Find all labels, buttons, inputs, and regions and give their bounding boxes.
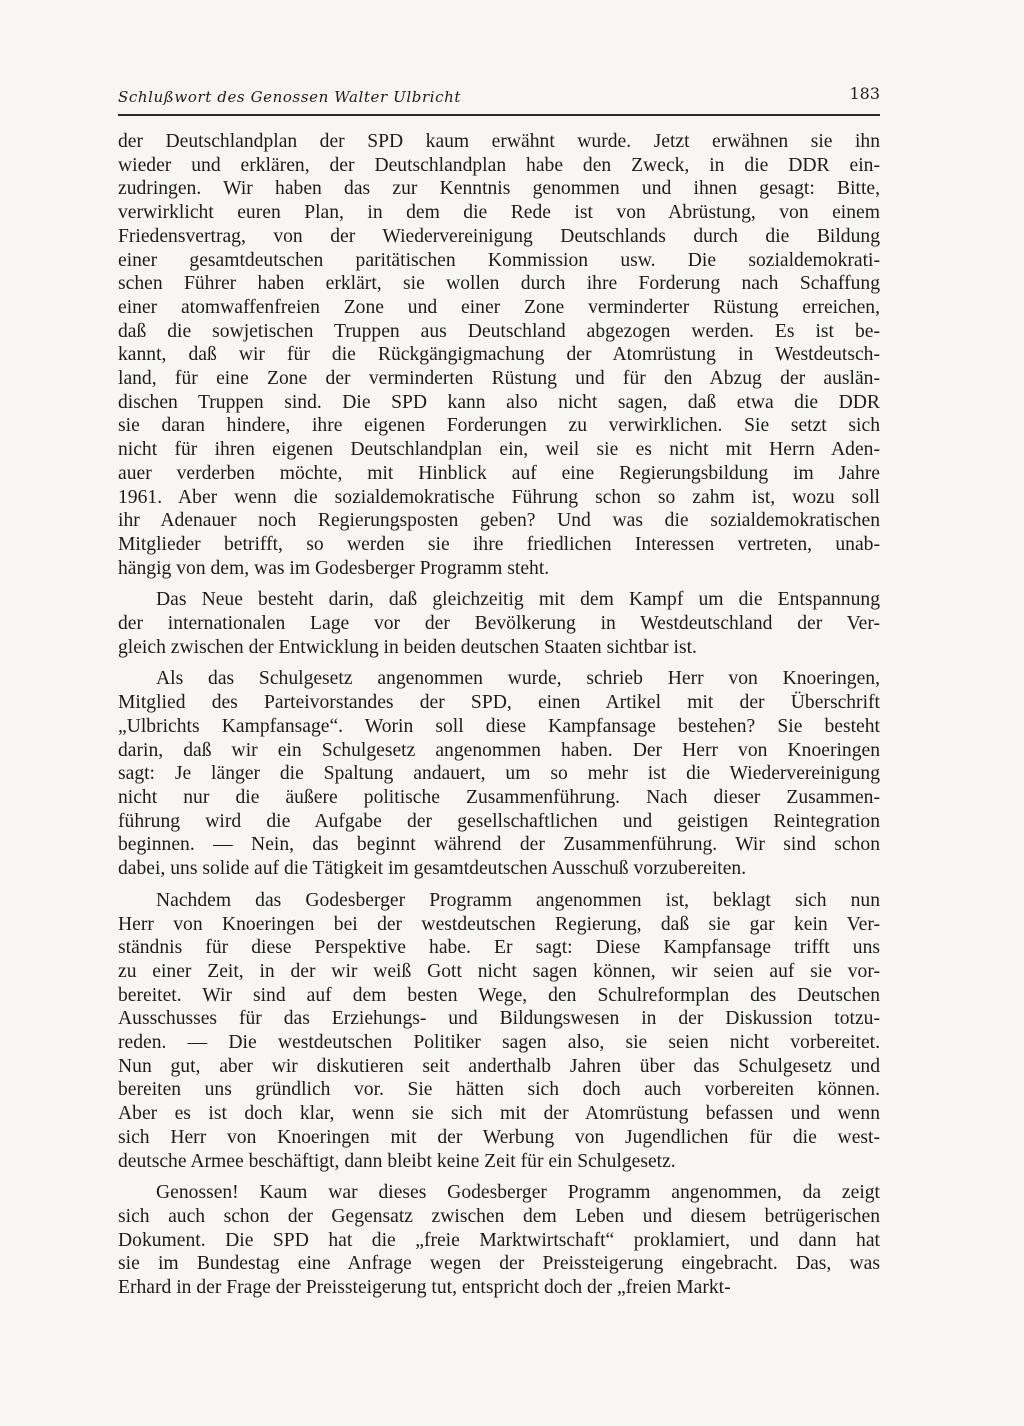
text-line: Friedensvertrag, von der Wiedervereinigung Deutschlands durch die Bildung [118, 225, 880, 247]
page-number: 183 [849, 84, 880, 103]
text-line: auer verderben möchte, mit Hinblick auf eine Regierungsbildung im Jahre [118, 462, 880, 484]
running-header [118, 80, 880, 116]
text-line: sie im Bundestag eine Anfrage wegen der Preissteigerung eingebracht. Das, was [118, 1253, 880, 1275]
text-line: Als das Schulgesetz angenommen wurde, schrieb Herr von Knoeringen, [156, 668, 880, 690]
text-line: der internationalen Lage vor der Bevölkerung in Westdeutschland der Ver- [118, 613, 880, 635]
paragraph [118, 889, 880, 1173]
text-line: Nun gut, aber wir diskutieren seit anderthalb Jahren über das Schulgesetz und [118, 1055, 880, 1077]
paragraph [118, 588, 880, 659]
text-line: zudringen. Wir haben das zur Kenntnis genommen und ihnen gesagt: Bitte, [118, 178, 880, 200]
text-line: der Deutschlandplan der SPD kaum erwähnt wurde. Jetzt erwähnen sie ihn [118, 131, 880, 152]
text-line: gleich zwischen der Entwicklung in beiden deutschen Staaten sichtbar ist. [118, 636, 697, 658]
text-line: einer gesamtdeutschen paritätischen Kommission usw. Die sozialdemokrati- [118, 249, 880, 271]
text-line: sich Herr von Knoeringen mit der Werbung von Jugendlichen für die west- [118, 1126, 880, 1148]
text-line: ihr Adenauer noch Regierungsposten geben? Und was die sozialdemokratischen [118, 510, 880, 532]
paragraph [118, 1181, 880, 1300]
text-line: verwirklicht euren Plan, in dem die Rede ist von Abrüstung, von einem [118, 202, 880, 224]
text-line: nicht nur die äußere politische Zusammenführung. Nach dieser Zusammen- [118, 786, 880, 808]
text-line: ständnis für diese Perspektive habe. Er sagt: Diese Kampfansage trifft uns [118, 937, 880, 959]
text-line: Mitglied des Parteivorstandes der SPD, einen Artikel mit der Überschrift [118, 692, 880, 714]
paragraph [118, 667, 880, 880]
text-line: sich auch schon der Gegensatz zwischen dem Leben und diesem betrügerischen [118, 1205, 880, 1227]
text-line: bereitet. Wir sind auf dem besten Wege, den Schulreformplan des Deutschen [118, 984, 880, 1006]
text-line: zu einer Zeit, in der wir weiß Gott nicht sagen können, wir seien auf sie vor- [118, 960, 880, 982]
text-line: sagt: Je länger die Spaltung andauert, um so mehr ist die Wiedervereinigung [118, 763, 880, 785]
paragraph [118, 130, 880, 580]
text-line: führung wird die Aufgabe der gesellschaftlichen und geistigen Reintegration [118, 810, 880, 832]
text-line: Aber es ist doch klar, wenn sie sich mit der Atomrüstung befassen und wenn [118, 1103, 880, 1125]
text-line: bereiten uns gründlich vor. Sie hätten sich doch auch vorbereiten können. [118, 1079, 880, 1101]
text-line: Nachdem das Godesberger Programm angenommen ist, beklagt sich nun [156, 889, 880, 911]
text-line: darin, daß wir ein Schulgesetz angenommen haben. Der Herr von Knoeringen [118, 739, 880, 761]
text-line: 1961. Aber wenn die sozialdemokratische Führung schon so zahm ist, wozu soll [118, 486, 880, 508]
text-line: nicht für ihren eigenen Deutschlandplan ein, weil sie es nicht mit Herrn Aden- [118, 439, 880, 461]
text-line: Herr von Knoeringen bei der westdeutschen Regierung, daß sie gar kein Ver- [118, 913, 880, 935]
book-page [118, 80, 880, 1300]
running-header-title: Schlußwort des Genossen Walter Ulbricht [118, 88, 462, 106]
text-line: einer atomwaffenfreien Zone und einer Zone verminderter Rüstung erreichen, [118, 296, 880, 318]
text-line: Das Neue besteht darin, daß gleichzeitig mit dem Kampf um die Entspannung [156, 589, 880, 611]
text-line: hängig von dem, was im Godesberger Programm steht. [118, 557, 550, 579]
text-line: sie daran hindere, ihre eigenen Forderungen zu verwirklichen. Sie setzt sich [118, 415, 880, 437]
text-line: beginnen. — Nein, das beginnt während der Zusammenführung. Wir sind schon [118, 834, 880, 856]
text-line: kannt, daß wir für die Rückgängigmachung der Atomrüstung in Westdeutsch- [118, 344, 880, 366]
text-line: Ausschusses für das Erziehungs- und Bildungswesen in der Diskussion totzu- [118, 1008, 880, 1030]
text-line: wieder und erklären, der Deutschlandplan habe den Zweck, in die DDR ein- [118, 154, 880, 176]
body-text [118, 130, 880, 1300]
text-line: deutsche Armee beschäftigt, dann bleibt keine Zeit für ein Schulgesetz. [118, 1150, 676, 1172]
text-line: Genossen! Kaum war dieses Godesberger Programm angenommen, da zeigt [156, 1182, 880, 1204]
text-line: dabei, uns solide auf die Tätigkeit im gesamtdeutschen Ausschuß vorzubereiten. [118, 858, 747, 880]
text-line: reden. — Die westdeutschen Politiker sagen also, sie seien nicht vorbereitet. [118, 1032, 880, 1054]
text-line: land, für eine Zone der verminderten Rüstung und für den Abzug der auslän- [118, 368, 880, 390]
text-line: daß die sowjetischen Truppen aus Deutschland abgezogen werden. Es ist be- [118, 320, 880, 342]
text-line: dischen Truppen sind. Die SPD kann also nicht sagen, daß etwa die DDR [118, 391, 880, 413]
text-line: Dokument. Die SPD hat die „freie Marktwirtschaft“ proklamiert, und dann hat [118, 1229, 880, 1251]
text-line: schen Führer haben erklärt, sie wollen durch ihre Forderung nach Schaffung [118, 273, 880, 295]
text-line: „Ulbrichts Kampfansage“. Worin soll diese Kampfansage bestehen? Sie besteht [118, 715, 880, 737]
text-line: Erhard in der Frage der Preissteigerung tut, entspricht doch der „freien Markt- [118, 1277, 731, 1299]
text-line: Mitglieder betrifft, so werden sie ihre friedlichen Interessen vertreten, unab- [118, 533, 880, 555]
